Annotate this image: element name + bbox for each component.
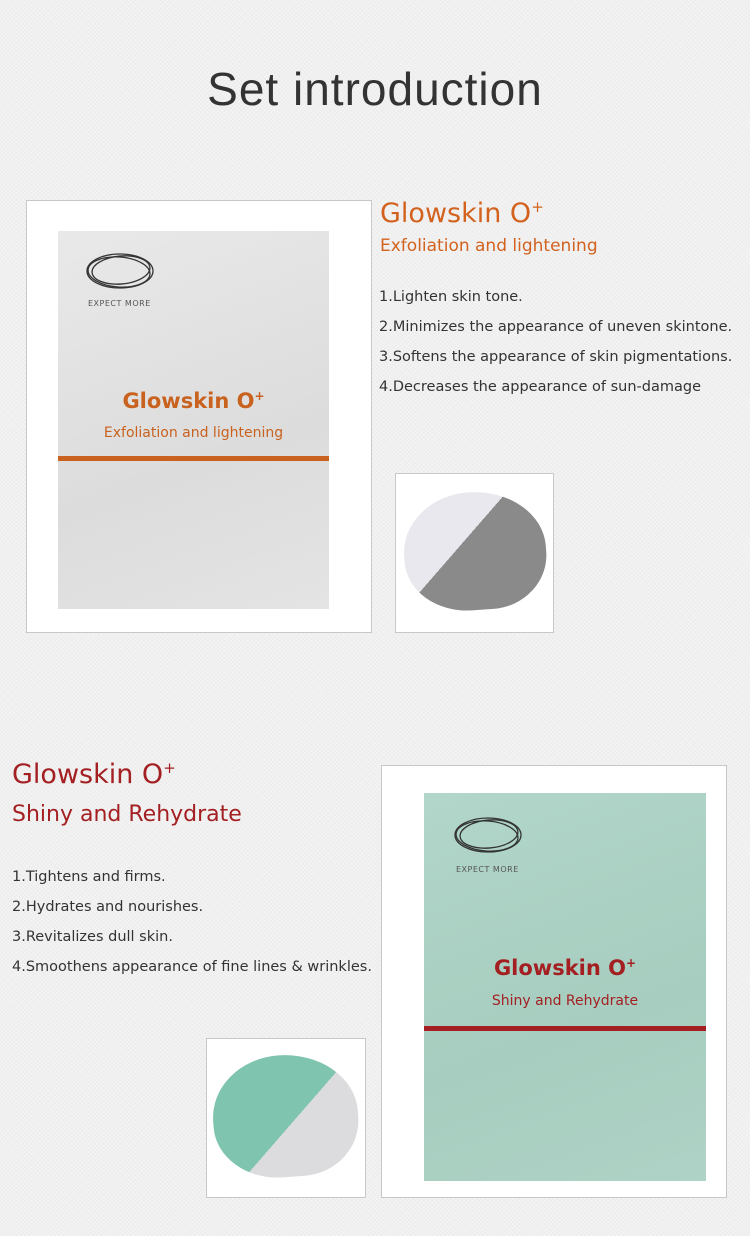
- cup: [209, 1050, 362, 1182]
- product-2-subtitle: Shiny and Rehydrate: [12, 802, 242, 827]
- brand-logo-icon: [452, 813, 526, 859]
- benefit-item: 1.Tightens and firms.: [12, 869, 166, 885]
- benefit-item: 2.Hydrates and nourishes.: [12, 899, 204, 915]
- product-2-cup-image: [206, 1038, 366, 1198]
- sachet-stripe: [58, 456, 329, 461]
- product-1-cup-image: [395, 473, 554, 633]
- benefit-item: 3.Revitalizes dull skin.: [12, 929, 173, 945]
- product-1-sachet-image: [26, 200, 372, 633]
- product-1-benefits: [379, 282, 732, 402]
- brand-text: EXPECT MORE: [88, 299, 151, 308]
- benefit-item: 3.Softens the appearance of skin pigmentations.: [379, 349, 733, 365]
- product-2-title: Glowskin O+: [12, 759, 176, 790]
- sachet-product-name: Glowskin O+: [493, 956, 637, 980]
- benefit-item: 1.Lighten skin tone.: [379, 289, 523, 305]
- sachet: [424, 793, 706, 1181]
- sachet-product-name: Glowskin O+: [122, 389, 265, 413]
- product-1-subtitle: Exfoliation and lightening: [380, 236, 598, 256]
- sachet: [58, 231, 329, 609]
- sachet-subtitle: Shiny and Rehydrate: [491, 993, 639, 1009]
- brand-text: EXPECT MORE: [456, 865, 519, 874]
- cup: [400, 487, 550, 615]
- benefit-item: 4.Smoothens appearance of fine lines & wrinkles.: [12, 959, 372, 975]
- benefit-item: 4.Decreases the appearance of sun-damage: [379, 379, 702, 395]
- page-title: Set introduction: [207, 63, 543, 115]
- sachet-stripe: [424, 1026, 706, 1031]
- product-1-title: Glowskin O+: [380, 198, 544, 229]
- product-2-benefits: [12, 862, 372, 982]
- product-2-sachet-image: [381, 765, 727, 1198]
- brand-logo-icon: [84, 249, 158, 295]
- sachet-subtitle: Exfoliation and lightening: [103, 425, 284, 441]
- benefit-item: 2.Minimizes the appearance of uneven skintone.: [379, 319, 733, 335]
